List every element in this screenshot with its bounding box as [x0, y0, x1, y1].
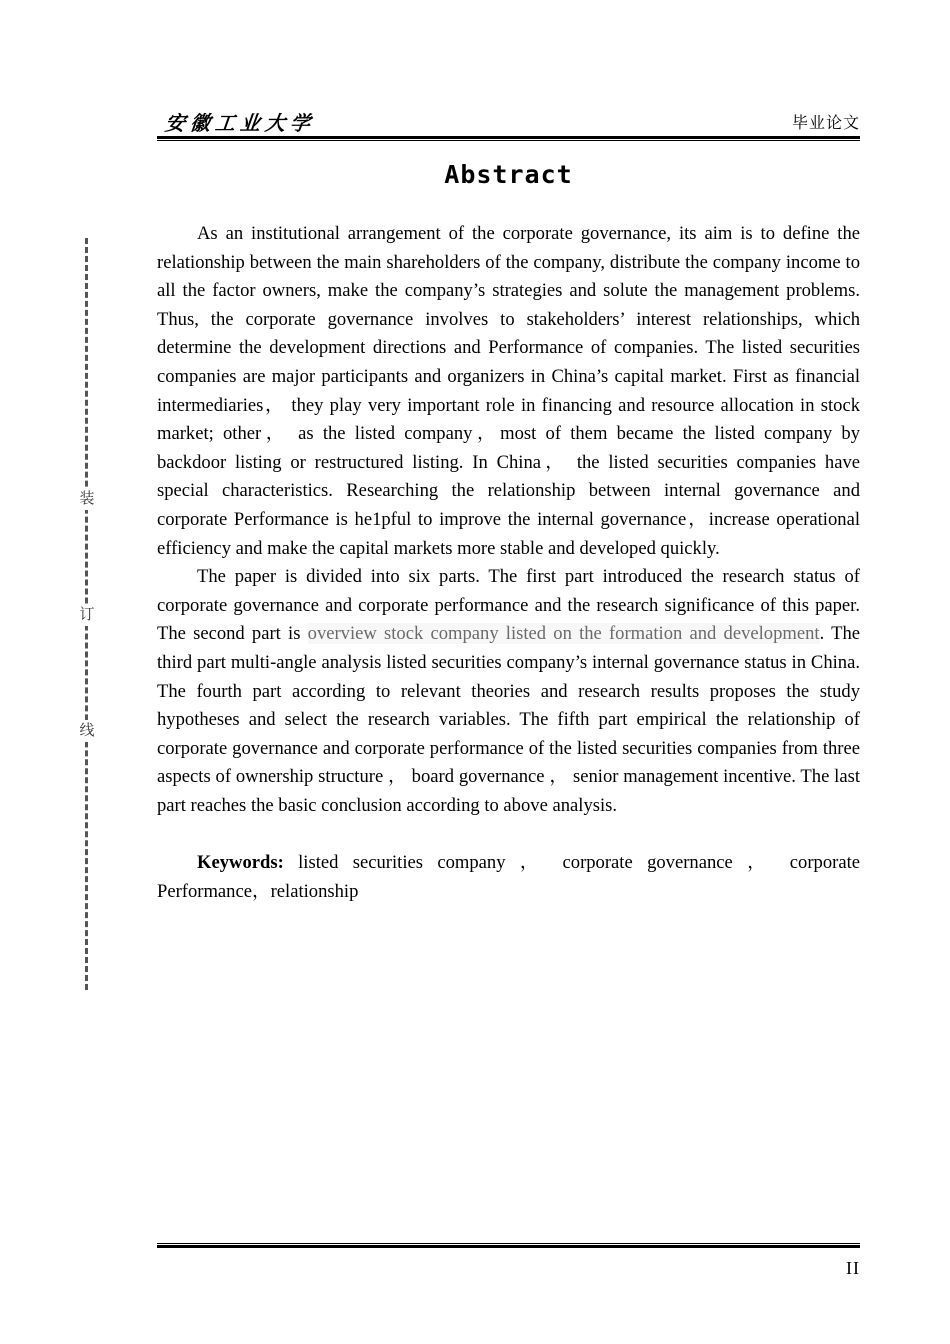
paragraph-2-text-lead: The paper is divided into six parts. The first part introduced the research status of corporate governance and corporate performance and the research significance of this paper. The second part is: [157, 566, 860, 645]
header-row: [157, 100, 860, 134]
footer-divider-rule: [157, 1243, 860, 1248]
keywords-value: listed securities company ， corporate governance ， corporate Performance，relationship: [157, 852, 860, 902]
page-title: Abstract: [444, 160, 573, 189]
page-footer: [157, 1243, 860, 1279]
pasted-formatted-span: overview stock company listed on the formation and development: [307, 623, 820, 645]
footer-rule-thick: [157, 1245, 860, 1248]
binding-char-zhuang: 装: [70, 488, 104, 510]
abstract-paragraph-1: [157, 220, 860, 563]
binding-char-ding: 订: [70, 604, 104, 626]
paragraph-1-text: As an institutional arrangement of the corporate governance, its aim is to define the relationship between the main shareholders of the company, distribute the company income to all the factor owners, make the company’s strategies and solute the management problems. Thus, the corporate governance involves to stakeholders’ interest relationships, which determine the development directions and Performance of companies. The listed securities companies are major participants and organizers in China’s capital market. First as financial intermediaries， they play very important role in financing and resource allocation in stock market; other， as the listed company，most of them became the listed company by backdoor listing or restructured listing. In China， the listed securities companies have special characteristics. Researching the relationship between internal governance and corporate Performance is he1pful to improve the internal governance，increase operational efficiency and make the capital markets more stable and developed quickly.: [157, 223, 860, 559]
document-kind-label: 毕业论文: [791, 115, 860, 132]
header-rule-thin: [157, 140, 860, 141]
keywords-label: Keywords:: [197, 852, 284, 874]
binding-margin-mark: [70, 238, 104, 990]
header-divider-rule: [157, 136, 860, 141]
paragraph-2-text-tail: . The third part multi-angle analysis listed securities company’s internal governance status in China. The fourth part according to relevant theories and research results proposes the study hypotheses and select the research variables. The fifth part empirical the relationship of corporate governance and corporate performance of the listed securities companies from three aspects of ownership structure ， board governance ， senior management incentive. The last part reaches the basic conclusion according to above analysis.: [157, 623, 861, 816]
keywords-paragraph: [157, 849, 860, 906]
university-name: 安徽工业大学: [163, 113, 317, 135]
abstract-paragraph-2: [157, 563, 860, 820]
page-header: [157, 100, 860, 138]
abstract-body: [157, 220, 860, 906]
binding-char-xian: 线: [70, 720, 104, 742]
page-number: II: [846, 1258, 860, 1278]
